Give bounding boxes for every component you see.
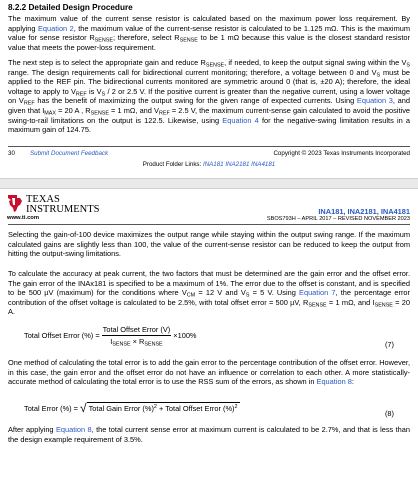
paragraph-result: After applying Equation 8, the total current sense error at maximum current is calculated to be 2.7%, and that is less than the design example requirement of 3.5%. [8,425,410,444]
equation-2-link[interactable]: Equation 2 [37,23,74,33]
equation-8-number: (8) [384,409,394,418]
page-separator [0,178,418,189]
offset-error-fraction: $\frac{\text{Total Offset Error (V)}}{I_{SENSE} \times R_{SENSE}}$ [102,325,171,348]
header-divider [8,224,410,225]
product-links[interactable]: INA181 INA2181 INA4181 [202,161,276,168]
footer-divider [8,146,410,147]
equation-7-number: (7) [384,340,394,349]
equation-8-link[interactable]: Equation 8 [316,377,352,387]
equation-7-link[interactable]: Equation 7 [299,288,336,298]
equation-3-link[interactable]: Equation 3 [356,96,393,106]
submit-feedback-link[interactable]: Submit Document Feedback [30,150,109,157]
paragraph-gain-selection: The next step is to select the appropriate gain and reduce $R_{SENSE}$, if needed, to keep the output signal swing within the $V_S$ range. The design requirements call for bidirectional current monitoring; therefore, a voltage between 0 and $V_S$ must be applied to the REF pin. The bidirectional currents monitored are symmetric around 0 (that is, ±20 A); therefore, the ideal voltage to apply to $V_{REF}$ is $V_S / 2$ or 2.5 V. If the positive current is greater than the negative current, using a lower voltage on $V_{REF}$ has the benefit of maximizing the output swing for the given range of expected currents. Using Equation 3, and given that $I_{MAX} = 20$ A , $R_{SENSE} = 1$ mΩ, and $V_{REF} = 2.5$ V, the maximum current-sense gain calculated to avoid the positive swing-to-rail limitations on the output is 122.5. Likewise, using Equation 4 for the negative-swing limitation results in a maximum gain of 124.75. [8,58,411,135]
radical-sign-icon: √ [80,401,87,415]
paragraph-sense-resistor: The maximum value of the current sense resistor is calculated based on the maximum power loss requirement. By applying Equation 2, the maximum value of the current-sense resistor is calculated to be 1.125 mΩ. This is the maximum value for sense resistor $R_{SENSE}$; therefore, select $R_{SENSE}$ to be 1 mΩ because this value is the closest standard resistor value that meets the power-loss requirement. [8,14,411,52]
part-numbers[interactable]: INA181, INA2181, INA4181 [318,207,410,216]
texas-instruments-logo-icon [7,194,23,213]
document-revision: SBOS793H – APRIL 2017 – REVISED NOVEMBER 2023 [266,216,410,222]
equation-4-link[interactable]: Equation 4 [222,115,259,125]
equation-8: Total Error (%) = √ Total Gain Error (%)$^2$ + Total Offset Error (%)$^2$ [24,401,238,415]
copyright-text: Copyright © 2023 Texas Instruments Incorporated [273,150,410,157]
equation-8-link-2[interactable]: Equation 8 [55,425,92,434]
page-number: 30 [8,150,15,157]
paragraph-accuracy: To calculate the accuracy at peak current, the two factors that must be determined are the gain error and the offset error. The gain error of the INAx181 is specified to be a maximum of 1%. The error due to the offset is constant, and is specified to be 500 µV (maximum) for the conditions where $V_{CM} = 12$ V and $V_S = 5$ V. Using Equation 7, the percentage error contribution of the offset voltage is calculated to be 2.5%, with total offset error = 500 µV, $R_{SENSE} = 1$ mΩ, and $I_{SENSE} = 20$ A. [8,269,410,317]
paragraph-total-error: One method of calculating the total error is to add the gain error to the percentage contribution of the offset error. However, in this case, the gain error and the offset error do not have an influence or correlation to each other. A more statistically-accurate method of calculating the total error is to use the RSS sum of the errors, as shown in Equation 8: [8,358,410,387]
square-root: √ Total Gain Error (%)$^2$ + Total Offset Error (%)$^2$ [80,401,238,415]
product-folder-links: Product Folder Links: INA181 INA2181 INA4181 [142,161,276,168]
website-url[interactable]: www.ti.com [7,215,39,221]
section-title: 8.2.2 Detailed Design Procedure [8,3,133,12]
brand-name: TEXAS INSTRUMENTS [26,194,100,215]
paragraph-gain-100: Selecting the gain-of-100 device maximizes the output range while staying within the output swing range. If the maximum calculated gains are slightly less than 100, the value of the current-sense resistor can be reduced to keep the output from hitting the output-swing limitations. [8,230,410,259]
equation-7: Total Offset Error (%) = $\frac{\text{Total Offset Error (V)}}{I_{SENSE} \times R_{SENSE}}$ ×100% [24,325,197,348]
